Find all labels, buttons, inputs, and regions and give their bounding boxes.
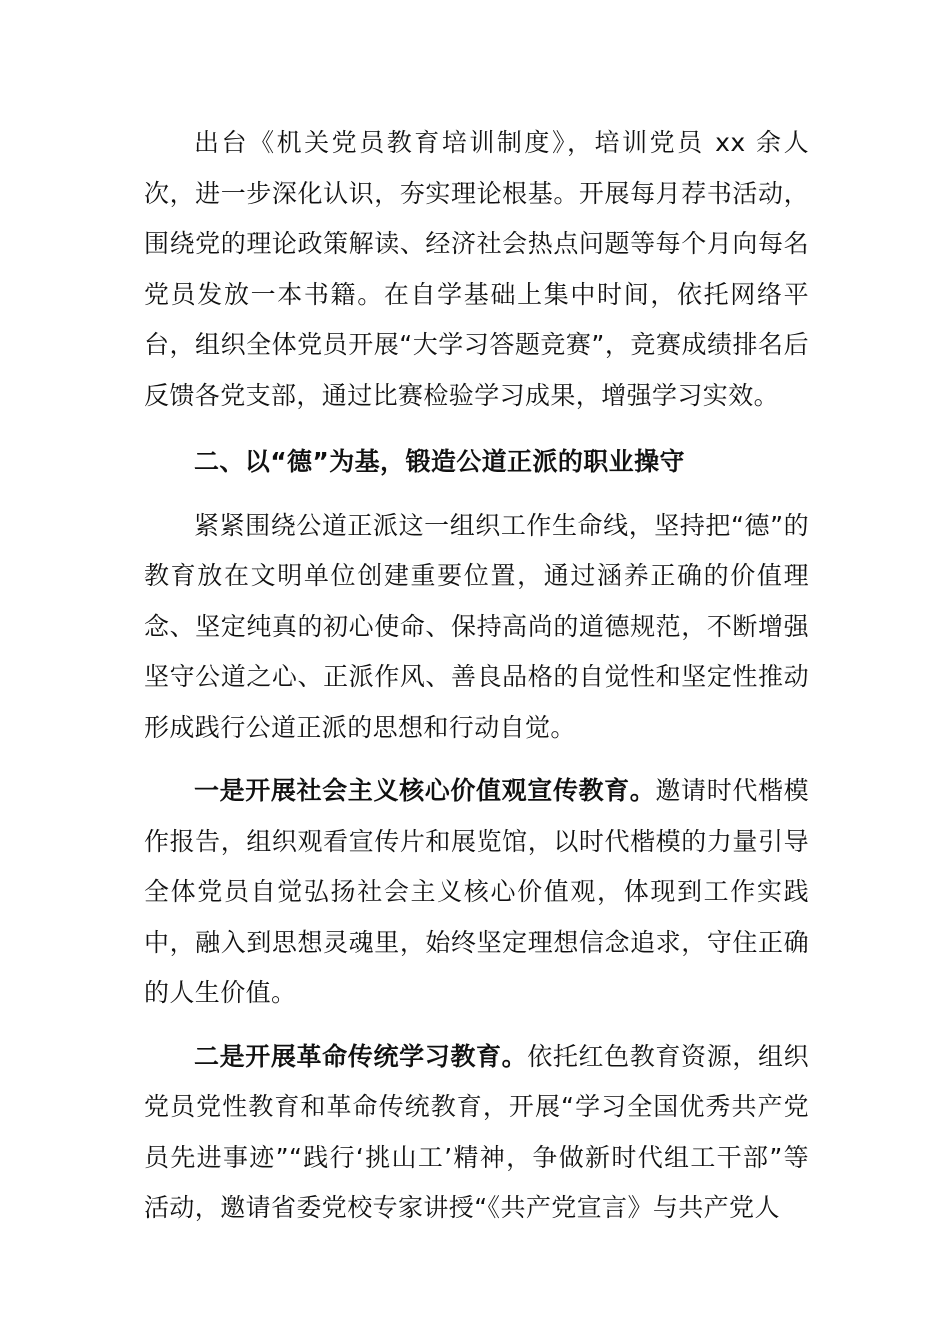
paragraph-training (144, 118, 809, 421)
paragraph-intro (144, 501, 809, 754)
paragraph-lead: 一是开展社会主义核心价值观宣传教育。 (194, 776, 656, 805)
paragraph-revolutionary-tradition (144, 1032, 809, 1234)
section-heading (144, 437, 809, 488)
paragraph-lead: 二是开展革命传统学习教育。 (194, 1041, 528, 1071)
document-body (144, 118, 809, 1234)
paragraph-text: 紧紧围绕公道正派这一组织工作生命线，坚持把“德”的教育放在文明单位创建重要位置，通过涵养正确的价值理念、坚定纯真的初心使命、保持高尚的道德规范，不断增强坚守公道之心、正派作风、善良品格的自觉性和坚定性推动形成践行公道正派的思想和行动自觉。 (144, 510, 809, 742)
paragraph-text: 出台《机关党员教育培训制度》，培训党员 xx 余人次，进一步深化认识，夯实理论根基。开展每月荐书活动，围绕党的理论政策解读、经济社会热点问题等每个月向每名党员发放一本书籍。在自学基础上集中时间，依托网络平台，组织全体党员开展“大学习答题竞赛”，竞赛成绩排名后反馈各党支部，通过比赛检验学习成果，增强学习实效。 (144, 128, 809, 410)
section-heading-text: 二、以“德”为基，锻造公道正派的职业操守 (194, 447, 685, 476)
paragraph-text: 依托红色教育资源，组织党员党性教育和革命传统教育，开展“学习全国优秀共产党员先进事迹”“践行‘挑山工’精神，争做新时代组工干部”等活动，邀请省委党校专家讲授“《共产党宣言》与共产党人 (144, 1041, 809, 1222)
paragraph-text: 邀请时代楷模作报告，组织观看宣传片和展览馆，以时代楷模的力量引导全体党员自觉弘扬社会主义核心价值观，体现到工作实践中，融入到思想灵魂里，始终坚定理想信念追求，守住正确的人生价值。 (144, 776, 809, 1007)
paragraph-core-values (144, 766, 809, 1019)
